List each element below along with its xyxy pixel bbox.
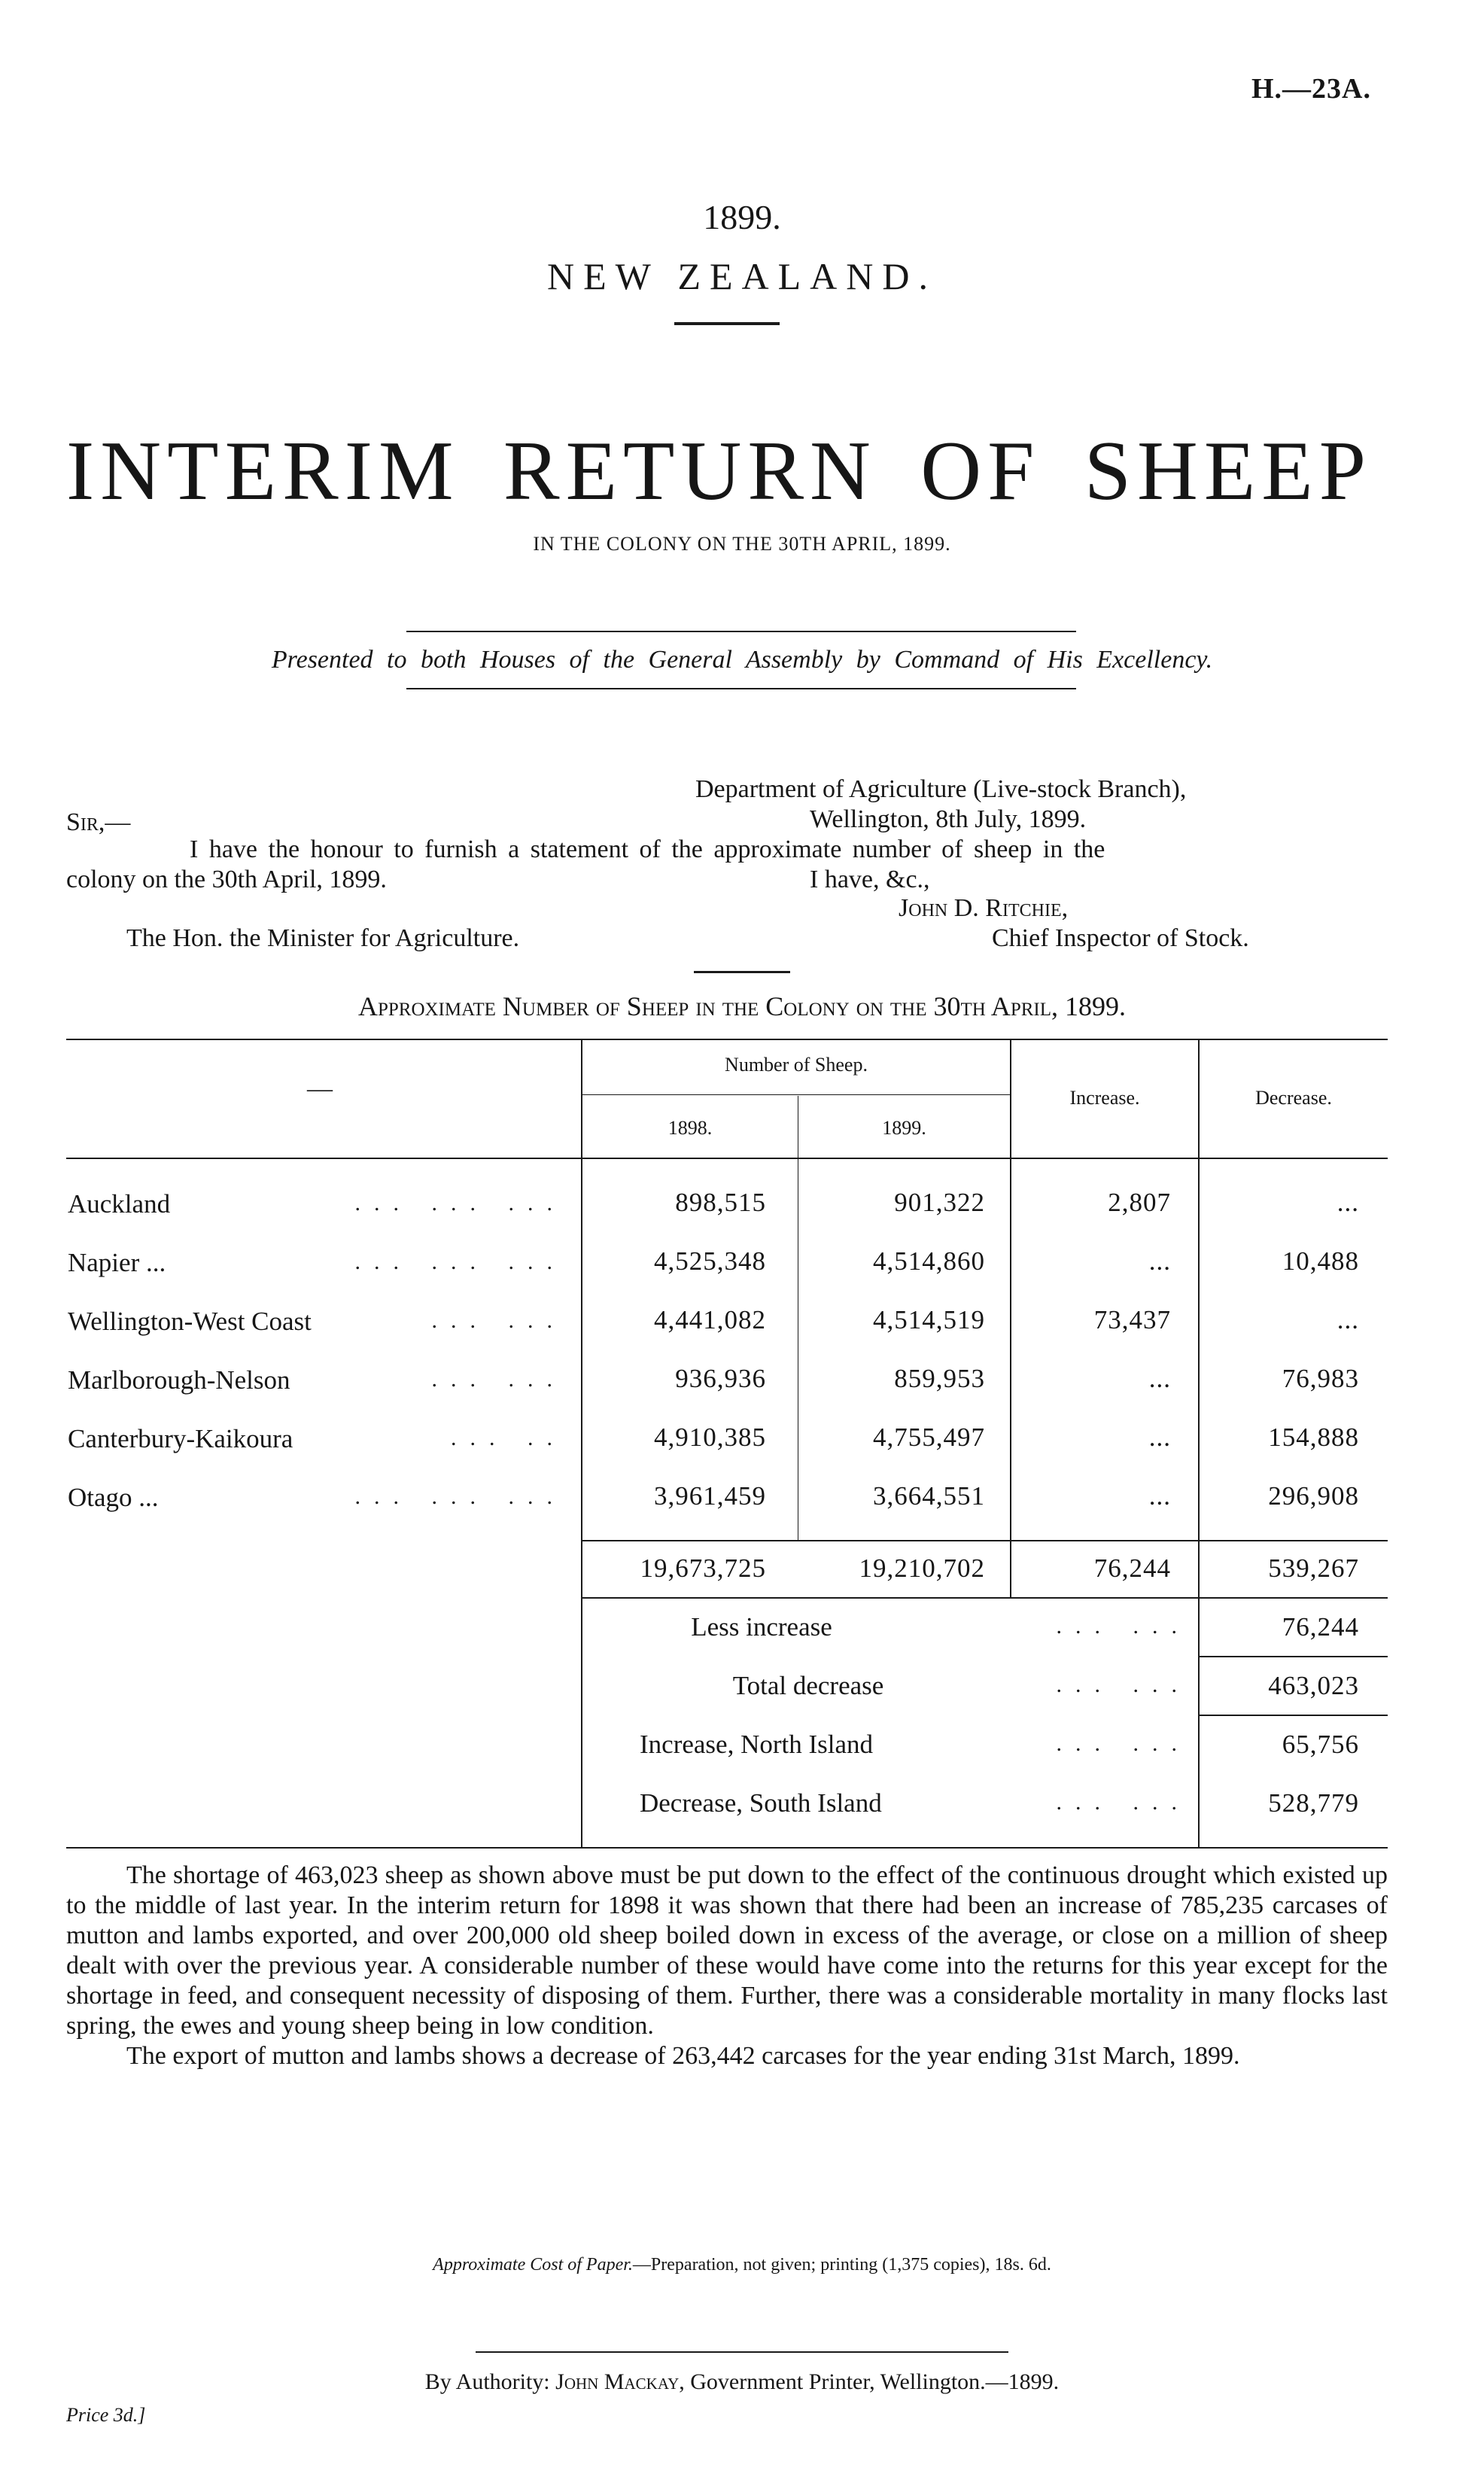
letter-signatory-title: Chief Inspector of Stock. <box>992 924 1249 952</box>
cell-1899: 901,322 <box>894 1188 985 1217</box>
authority-name: John Mackay, <box>555 2369 685 2394</box>
presented-line: Presented to both Houses of the General Assembly by Command of His Excellency. <box>271 646 1213 674</box>
table-rule-total-decrease <box>1198 1715 1388 1716</box>
cell-decrease: 10,488 <box>1282 1246 1359 1276</box>
leader-dots: ... ... ... <box>354 1249 566 1274</box>
header-divider <box>674 322 780 325</box>
title-word-3: OF <box>920 424 1041 518</box>
total-decrease: 539,267 <box>1268 1553 1359 1583</box>
cell-1899: 4,755,497 <box>873 1423 985 1452</box>
region-name: Marlborough-Nelson <box>68 1365 290 1395</box>
printer-authority <box>0 2369 1484 2395</box>
country-heading: NEW ZEALAND. <box>547 255 937 297</box>
summary-value: 65,756 <box>1282 1730 1359 1759</box>
cell-1899: 3,664,551 <box>873 1481 985 1511</box>
table-rule-totals-bottom <box>582 1597 1388 1599</box>
region-name: Otago ... <box>68 1483 159 1512</box>
cell-1898: 898,515 <box>675 1188 766 1217</box>
body-paragraph-2: The export of mutton and lambs shows a decrease of 263,442 carcases for the year ending 31st March, 1899. <box>126 2042 1240 2070</box>
body-text <box>66 1861 1388 2071</box>
letter-closing: I have, &c., <box>810 866 930 893</box>
cell-1898: 4,441,082 <box>654 1305 766 1334</box>
footer-rule <box>476 2351 1008 2353</box>
summary-label: Increase, North Island <box>640 1730 874 1759</box>
leader-dots: ... ... <box>1056 1672 1191 1697</box>
document-subtitle: IN THE COLONY ON THE 30TH APRIL, 1899. <box>533 533 951 555</box>
col-header-1898: 1898. <box>667 1117 713 1139</box>
leader-dots: ... ... <box>1056 1731 1191 1756</box>
body-paragraph-1: The shortage of 463,023 sheep as shown above must be put down to the effect of the continuous drought which existed up to the middle of last year. In the interim return for 1898 it was shown that there had been an increase of 785,235 carcases of mutton and lambs exported, and over 200,000 old sheep boiled down in excess of the average, or close on a million of sheep dealt with over the previous year. A considerable number of these would have come into the returns for this year except for the shortage in feed, and consequent necessity of disposing of them. Further, there was a considerable mortality in many flocks last spring, the ewes and young sheep being in low condition. <box>66 1861 1388 2040</box>
summary-value: 463,023 <box>1268 1671 1359 1700</box>
cell-1899: 859,953 <box>894 1364 985 1393</box>
cost-label: Approximate Cost of Paper. <box>433 2255 633 2275</box>
cell-1898: 4,910,385 <box>654 1423 766 1452</box>
cell-1899: 4,514,860 <box>873 1246 985 1276</box>
presented-rule-bottom <box>406 688 1076 689</box>
letter-address-line2: Wellington, 8th July, 1899. <box>810 805 1087 833</box>
leader-dots: ... ... <box>1056 1614 1191 1639</box>
table-rule-sheep-sub <box>582 1094 1011 1095</box>
cell-increase: ... <box>1148 1364 1171 1393</box>
cell-decrease: 76,983 <box>1282 1364 1359 1393</box>
letter-body-line2: colony on the 30th April, 1899. <box>66 866 387 893</box>
cell-1898: 3,961,459 <box>654 1481 766 1511</box>
letter-salutation: Sir,— <box>66 808 131 836</box>
cell-increase: 73,437 <box>1093 1305 1171 1334</box>
col-header-decrease: Decrease. <box>1255 1087 1332 1109</box>
table-rule-header-bottom <box>66 1158 1388 1159</box>
letter-signatory: John D. Ritchie, <box>899 894 1069 922</box>
leader-dots: ... ... ... <box>354 1191 566 1216</box>
authority-suffix: Government Printer, Wellington.—1899. <box>690 2369 1060 2394</box>
letter-divider <box>694 971 790 973</box>
cell-increase: ... <box>1148 1246 1171 1276</box>
price-label: Price 3d.] <box>66 2404 146 2426</box>
cell-increase: ... <box>1148 1423 1171 1452</box>
summary-label: Total decrease <box>732 1671 884 1700</box>
region-name: Wellington-West Coast <box>68 1307 312 1336</box>
total-1899: 19,210,702 <box>859 1553 985 1583</box>
total-increase: 76,244 <box>1093 1553 1171 1583</box>
presented-rule-top <box>406 631 1076 632</box>
summary-value: 76,244 <box>1282 1612 1359 1642</box>
region-name: Auckland <box>68 1189 171 1219</box>
summary-value: 528,779 <box>1268 1788 1359 1818</box>
cell-decrease: 296,908 <box>1268 1481 1359 1511</box>
cell-decrease: 154,888 <box>1268 1423 1359 1452</box>
cell-decrease: ... <box>1337 1188 1359 1217</box>
table-rule-less-increase <box>1198 1656 1388 1657</box>
title-word-1: INTERIM <box>66 424 460 518</box>
col-header-number-of-sheep: Number of Sheep. <box>725 1054 868 1076</box>
cell-increase: 2,807 <box>1108 1188 1171 1217</box>
leader-dots: ... ... <box>1056 1790 1191 1815</box>
letter-body-line1: I have the honour to furnish a statement of the approximate number of sheep in the <box>190 835 1105 863</box>
leader-dots: ... ... <box>431 1367 566 1392</box>
leader-dots: ... ... ... <box>354 1484 566 1509</box>
table-rule-totals-top <box>582 1540 1388 1541</box>
table-corner-dash: — <box>307 1075 333 1103</box>
region-name: Napier ... <box>68 1248 166 1277</box>
cell-1899: 4,514,519 <box>873 1305 985 1334</box>
table-rule-top <box>66 1039 1388 1040</box>
letter-recipient: The Hon. the Minister for Agriculture. <box>126 924 520 952</box>
table-rule-bottom <box>66 1847 1388 1849</box>
title-word-2: RETURN <box>503 424 877 518</box>
cell-decrease: ... <box>1337 1305 1359 1334</box>
summary-label: Less increase <box>691 1612 832 1642</box>
cell-increase: ... <box>1148 1481 1171 1511</box>
document-title <box>66 424 1372 518</box>
leader-dots: ... ... <box>431 1308 566 1333</box>
document-reference: H.—23A. <box>1251 73 1371 105</box>
leader-dots: ... .. <box>451 1426 566 1450</box>
letter-address-line1: Department of Agriculture (Live-stock Branch), <box>695 775 1187 803</box>
total-1898: 19,673,725 <box>640 1553 766 1583</box>
summary-label: Decrease, South Island <box>640 1788 882 1818</box>
document-year: 1899. <box>703 198 781 236</box>
title-word-4: SHEEP <box>1084 424 1372 518</box>
col-header-1899: 1899. <box>882 1117 926 1139</box>
cost-text: —Preparation, not given; printing (1,375 copies), 18s. 6d. <box>632 2255 1051 2275</box>
authority-prefix: By Authority: <box>424 2369 550 2394</box>
cell-1898: 936,936 <box>675 1364 766 1393</box>
table-heading: Approximate Number of Sheep in the Colony on the 30th April, 1899. <box>357 991 1127 1021</box>
cost-of-paper <box>0 2255 1484 2275</box>
col-header-increase: Increase. <box>1069 1087 1140 1109</box>
region-name: Canterbury-Kaikoura <box>68 1424 293 1453</box>
cell-1898: 4,525,348 <box>654 1246 766 1276</box>
